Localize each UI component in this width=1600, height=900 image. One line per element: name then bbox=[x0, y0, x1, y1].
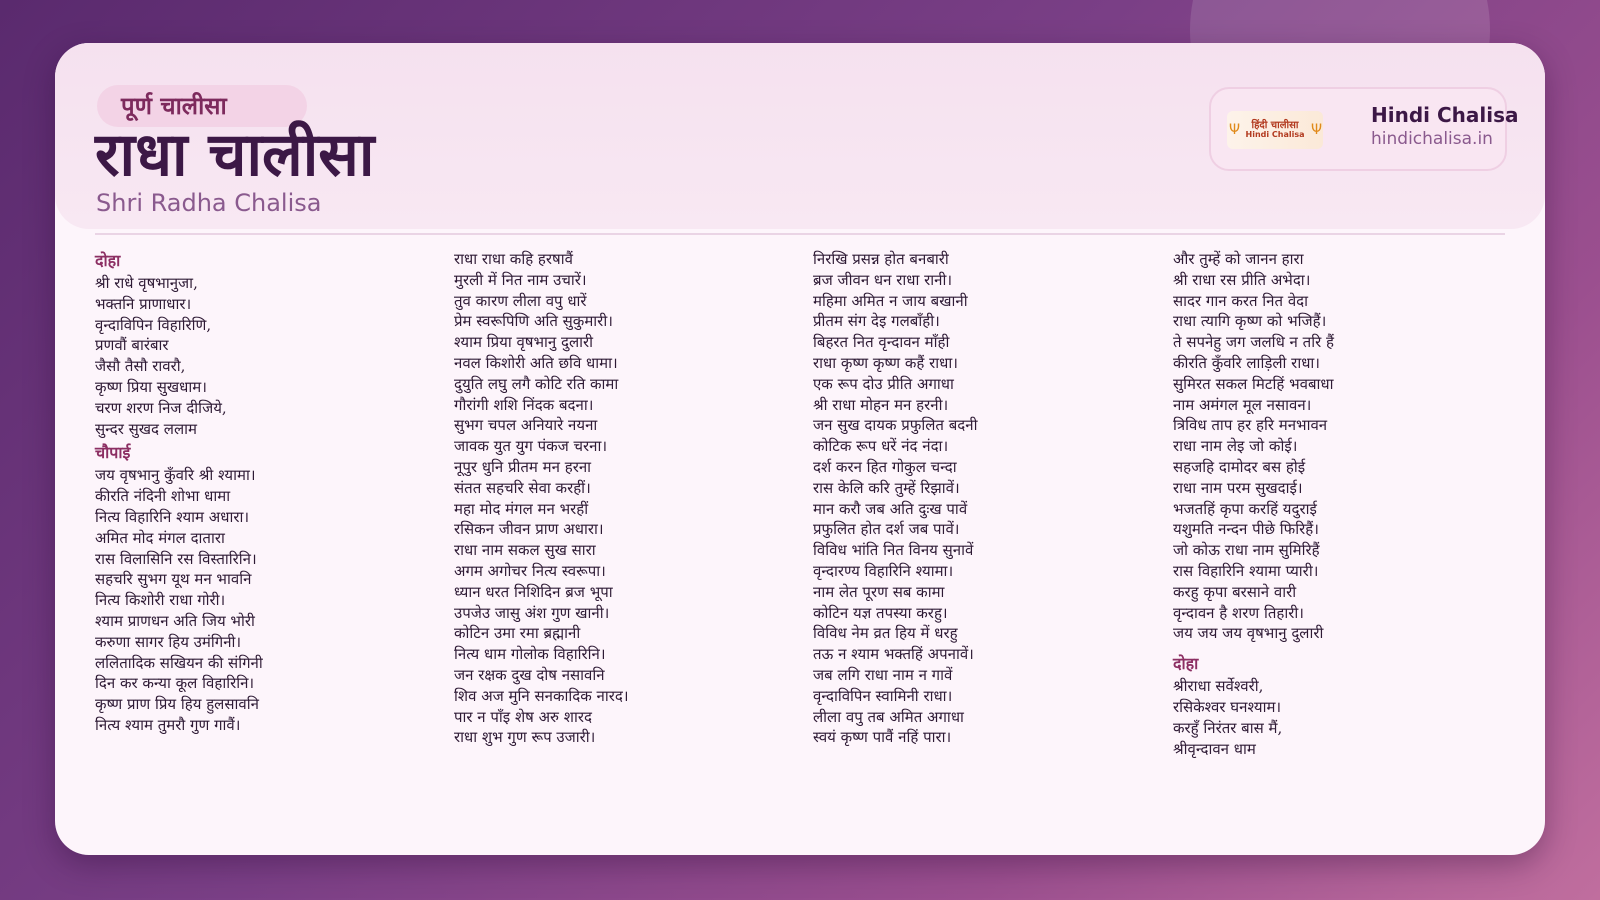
trident-icon: Ψ bbox=[1311, 122, 1323, 138]
verse-line: प्रणवौं बारंबार bbox=[95, 336, 169, 355]
verse-line: जैसौ तैसौ रावरौ, bbox=[95, 357, 186, 376]
section-heading-doha: दोहा bbox=[95, 251, 121, 270]
header bbox=[55, 43, 1545, 229]
verse-line: रास विहारिनि श्यामा प्यारी। bbox=[1173, 561, 1319, 580]
verse-line: भक्तनि प्राणाधार। bbox=[95, 294, 192, 313]
verse-line: राधा नाम सकल सुख सारा bbox=[454, 541, 596, 560]
verse-line: राधा नाम परम सुखदाई। bbox=[1173, 478, 1303, 497]
verse-line: राधा शुभ गुण रूप उजारी। bbox=[454, 728, 596, 747]
verse-line: तुव कारण लीला वपु धारें bbox=[454, 291, 587, 310]
verse-line: रास केलि करि तुम्हें रिझावें। bbox=[813, 478, 960, 497]
verse-line: वृन्दारण्य विहारिनि श्यामा। bbox=[813, 561, 954, 580]
verse-line: जावक युत युग पंकज चरना। bbox=[454, 437, 608, 456]
divider bbox=[95, 233, 1505, 235]
verse-line: प्रेम स्वरूपिणि अति सुकुमारी। bbox=[454, 312, 613, 331]
verse-line: शिव अज मुनि सनकादिक नारद। bbox=[454, 686, 629, 705]
verse-line: अगम अगोचर नित्य स्वरूपा। bbox=[454, 561, 606, 580]
verse-line: सहचरि सुभग यूथ मन भावनि bbox=[95, 570, 252, 589]
verse-line: करहुँ निरंतर बास मैं, bbox=[1173, 718, 1283, 737]
verse-line: दिन कर कन्या कूल विहारिनि। bbox=[95, 674, 255, 693]
brand-logo bbox=[1227, 111, 1323, 149]
verse-line: पार न पाँइ शेष अरु शारद bbox=[454, 707, 592, 726]
section-heading-chaupai: चौपाई bbox=[95, 443, 131, 463]
verse-line: स्वयं कृष्ण पावैं नहिं पारा। bbox=[813, 728, 952, 747]
verse-line: नवल किशोरी अति छवि धामा। bbox=[454, 353, 618, 372]
verse-line: श्री राधा रस प्रीति अभेदा। bbox=[1173, 270, 1311, 289]
verse-line: सुन्दर सुखद ललाम bbox=[95, 419, 197, 438]
text-column-4 bbox=[1173, 249, 1503, 759]
verse-line: चरण शरण निज दीजिये, bbox=[95, 398, 227, 417]
verse-line: वृन्दावन है शरण तिहारी। bbox=[1173, 603, 1304, 622]
verse-line: मान करौ जब अति दुःख पावें bbox=[813, 499, 968, 518]
verse-line: करहु कृपा बरसाने वारी bbox=[1173, 582, 1297, 601]
verse-line: लीला वपु तब अमित अगाधा bbox=[813, 707, 964, 726]
verse-line: निरखि प्रसन्न होत बनबारी bbox=[813, 250, 949, 268]
logo-text-hindi: हिंदी चालीसा bbox=[1251, 119, 1299, 131]
verse-line: ध्यान धरत निशिदिन ब्रज भूपा bbox=[454, 582, 613, 601]
verse-line: श्रीवृन्दावन धाम bbox=[1173, 739, 1256, 758]
doha-verses bbox=[95, 273, 425, 439]
verse-line: जन रक्षक दुख दोष नसावनि bbox=[454, 665, 605, 684]
verse-line: नाम लेत पूरण सब कामा bbox=[813, 582, 945, 601]
brand-name: Hindi Chalisa bbox=[1371, 103, 1519, 127]
verse-line: ब्रज जीवन धन राधा रानी। bbox=[813, 270, 953, 289]
verse-line: जय जय जय वृषभानु दुलारी bbox=[1173, 624, 1324, 643]
chalisa-card bbox=[55, 43, 1545, 855]
page-subtitle: Shri Radha Chalisa bbox=[96, 189, 322, 217]
chaupai-verses bbox=[813, 249, 1143, 748]
text-column-2 bbox=[454, 249, 784, 748]
brand-url[interactable]: hindichalisa.in bbox=[1371, 129, 1493, 149]
text-column-1 bbox=[95, 249, 425, 736]
verse-line: राधा त्यागि कृष्ण को भजिहैं। bbox=[1173, 312, 1327, 331]
verse-line: कृष्ण प्रिया सुखधाम। bbox=[95, 377, 207, 396]
verse-line: संतत सहचरि सेवा करहीं। bbox=[454, 478, 591, 497]
verse-line: करुणा सागर हिय उमंगिनी। bbox=[95, 632, 242, 651]
verse-line: राधा कृष्ण कृष्ण कहैं राधा। bbox=[813, 353, 958, 372]
verse-line: महिमा अमित न जाय बखानी bbox=[813, 291, 968, 310]
verse-line: महा मोद मंगल मन भरहीं bbox=[454, 499, 589, 518]
section-heading-doha: दोहा bbox=[1173, 654, 1199, 674]
verse-line: ललितादिक सखियन की संगिनी bbox=[95, 653, 263, 672]
verse-line: त्रिविध ताप हर हरि मनभावन bbox=[1173, 416, 1328, 435]
verse-line: ते सपनेहु जग जलधि न तरि हैं bbox=[1173, 333, 1334, 352]
brand-badge[interactable] bbox=[1209, 87, 1519, 171]
chaupai-verses bbox=[1173, 249, 1503, 644]
verse-line: कीरति नंदिनी शोभा धामा bbox=[95, 487, 231, 506]
verse-line: जय वृषभानु कुँवरि श्री श्यामा। bbox=[95, 466, 256, 485]
verse-line: जो कोऊ राधा नाम सुमिरिहैं bbox=[1173, 541, 1320, 560]
verse-line: नित्य विहारिनि श्याम अधारा। bbox=[95, 507, 250, 526]
verse-line: नित्य धाम गोलोक विहारिनि। bbox=[454, 645, 606, 664]
verse-line: सुभग चपल अनियारे नयना bbox=[454, 416, 598, 435]
verse-line: श्रीराधा सर्वेश्वरी, bbox=[1173, 677, 1264, 696]
verse-line: मुरली में नित नाम उचारें। bbox=[454, 270, 587, 289]
verse-line: वृन्दाविपिन स्वामिनी राधा। bbox=[813, 686, 953, 705]
verse-line: राधा नाम लेइ जो कोई। bbox=[1173, 437, 1298, 456]
verse-line: श्री राधा मोहन मन हरनी। bbox=[813, 395, 949, 414]
verse-line: सादर गान करत नित वेदा bbox=[1173, 291, 1309, 310]
verse-line: दुयुति लघु लगै कोटि रति कामा bbox=[454, 374, 619, 393]
verse-line: और तुम्हें को जानन हारा bbox=[1173, 250, 1304, 268]
chaupai-verses bbox=[95, 465, 425, 735]
verse-line: भजतहिं कृपा करहिं यदुराई bbox=[1173, 499, 1317, 518]
verse-line: कोटिन यज्ञ तपस्या करहु। bbox=[813, 603, 948, 622]
verse-line: तऊ न श्याम भक्तहिं अपनावें। bbox=[813, 645, 974, 664]
doha-verses bbox=[1173, 676, 1503, 759]
verse-line: सहजहि दामोदर बस होई bbox=[1173, 457, 1306, 476]
verse-line: विविध भांति नित विनय सुनावें bbox=[813, 541, 974, 560]
verse-line: नित्य किशोरी राधा गोरी। bbox=[95, 591, 226, 610]
verse-line: श्री राधे वृषभानुजा, bbox=[95, 274, 198, 292]
text-column-3 bbox=[813, 249, 1143, 748]
verse-line: जन सुख दायक प्रफुलित बदनी bbox=[813, 416, 978, 435]
verse-line: रास विलासिनि रस विस्तारिनि। bbox=[95, 549, 257, 568]
verse-line: रसिकन जीवन प्राण अधारा। bbox=[454, 520, 604, 539]
verse-line: श्याम प्राणधन अति जिय भोरी bbox=[95, 611, 255, 630]
verse-line: प्रीतम संग देइ गलबाँही। bbox=[813, 312, 940, 331]
verse-line: सुमिरत सकल मिटहिं भवबाधा bbox=[1173, 374, 1334, 393]
verse-line: कीरति कुँवरि लाड़िली राधा। bbox=[1173, 353, 1320, 372]
verse-line: वृन्दाविपिन विहारिणि, bbox=[95, 315, 212, 334]
category-pill: पूर्ण चालीसा bbox=[97, 85, 307, 127]
verse-line: प्रफुलित होत दर्श जब पावें। bbox=[813, 520, 960, 539]
verse-line: गौरांगी शशि निंदक बदना। bbox=[454, 395, 594, 414]
verse-line: उपजेउ जासु अंश गुण खानी। bbox=[454, 603, 610, 622]
verse-line: नूपुर धुनि प्रीतम मन हरना bbox=[454, 457, 592, 476]
page-title: राधा चालीसा bbox=[95, 120, 375, 190]
trident-icon: Ψ bbox=[1229, 122, 1241, 138]
verse-line: एक रूप दोउ प्रीति अगाधा bbox=[813, 374, 954, 393]
logo-text-english: Hindi Chalisa bbox=[1245, 130, 1305, 140]
verse-line: बिहरत नित वृन्दावन माँही bbox=[813, 333, 950, 352]
verse-line: नाम अमंगल मूल नसावन। bbox=[1173, 395, 1312, 414]
verse-line: यशुमति नन्दन पीछे फिरिहैं। bbox=[1173, 520, 1319, 539]
verse-line: दर्श करन हित गोकुल चन्दा bbox=[813, 457, 957, 476]
chaupai-verses bbox=[454, 249, 784, 748]
verse-line: रसिकेश्वर घनश्याम। bbox=[1173, 697, 1282, 716]
verse-line: कोटिक रूप धरें नंद नंदा। bbox=[813, 437, 949, 456]
verse-line: नित्य श्याम तुमरौ गुण गावैं। bbox=[95, 715, 241, 734]
verse-line: जब लगि राधा नाम न गावें bbox=[813, 665, 953, 684]
verse-line: कोटिन उमा रमा ब्रह्मानी bbox=[454, 624, 581, 643]
verse-line: राधा राधा कहि हरषावैं bbox=[454, 250, 573, 268]
verse-line: अमित मोद मंगल दातारा bbox=[95, 528, 225, 547]
verse-line: विविध नेम व्रत हिय में धरहु bbox=[813, 624, 958, 643]
verse-line: श्याम प्रिया वृषभानु दुलारी bbox=[454, 333, 594, 352]
verse-line: कृष्ण प्राण प्रिय हिय हुलसावनि bbox=[95, 695, 259, 714]
